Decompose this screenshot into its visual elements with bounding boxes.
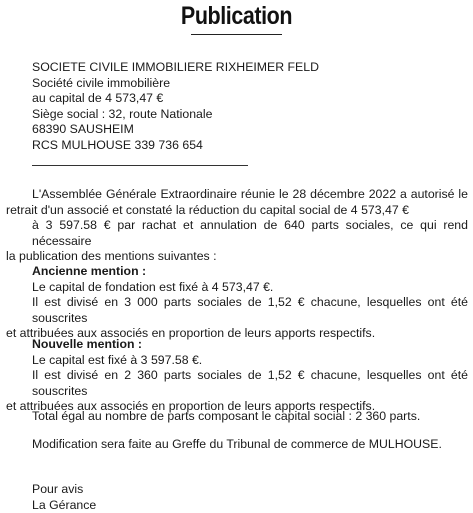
ancienne-heading: Ancienne mention : (32, 264, 147, 278)
intro-paragraph (6, 187, 468, 265)
company-name: SOCIETE CIVILE IMMOBILIERE RIXHEIMER FELD (32, 60, 319, 74)
total-text: Total égal au nombre de parts composant le capital social : 2 360 parts. (32, 409, 421, 423)
modification-text: Modification sera faite au Greffe du Tribunal de commerce de MULHOUSE. (32, 437, 442, 451)
company-header (32, 60, 319, 166)
total-paragraph (6, 409, 468, 425)
title-underline (191, 34, 282, 35)
separator-line (32, 165, 248, 166)
nouvelle-mention (6, 337, 468, 415)
nouvelle-line-3: et attribuées aux associés en proportion de leurs apports respectifs. (6, 399, 376, 414)
signature-line-2: La Gérance (32, 497, 97, 512)
company-city: 68390 SAUSHEIM (32, 122, 134, 137)
company-capital: au capital de 4 573,47 € (32, 91, 164, 106)
nouvelle-line-2: Il est divisé en 2 360 parts sociales de 1,52 € chacune, lesquelles ont été souscrites (32, 368, 468, 398)
page-title: Publication (180, 2, 293, 30)
nouvelle-line-1: Le capital est fixé à 3 597.58 €. (32, 352, 203, 367)
ancienne-line-2: Il est divisé en 3 000 parts sociales de 1,52 € chacune, lesquelles ont été souscrites (32, 295, 468, 325)
intro-line-3: à 3 597.58 € par rachat et annulation de 640 parts sociales, ce qui rend nécessaire (32, 218, 468, 248)
company-seat: Siège social : 32, route Nationale (32, 106, 213, 121)
ancienne-line-3: et attribuées aux associés en proportion de leurs apports respectifs. (6, 326, 376, 341)
ancienne-line-1: Le capital de fondation est fixé à 4 573,47 €. (32, 279, 274, 294)
intro-line-2: retrait d'un associé et constaté la réduction du capital social de 4 573,47 € (6, 202, 409, 217)
intro-line-4: la publication des mentions suivantes : (6, 249, 217, 264)
company-rcs: RCS MULHOUSE 339 736 654 (32, 137, 203, 152)
signature-block (6, 482, 468, 513)
company-form: Société civile immobilière (32, 75, 171, 90)
nouvelle-heading: Nouvelle mention : (32, 337, 142, 351)
intro-line-1: L'Assemblée Générale Extraordinaire réunie le 28 décembre 2022 a autorisé le (32, 187, 468, 201)
modification-paragraph (6, 437, 468, 453)
ancienne-mention (6, 264, 468, 342)
signature-line-1: Pour avis (32, 482, 84, 496)
